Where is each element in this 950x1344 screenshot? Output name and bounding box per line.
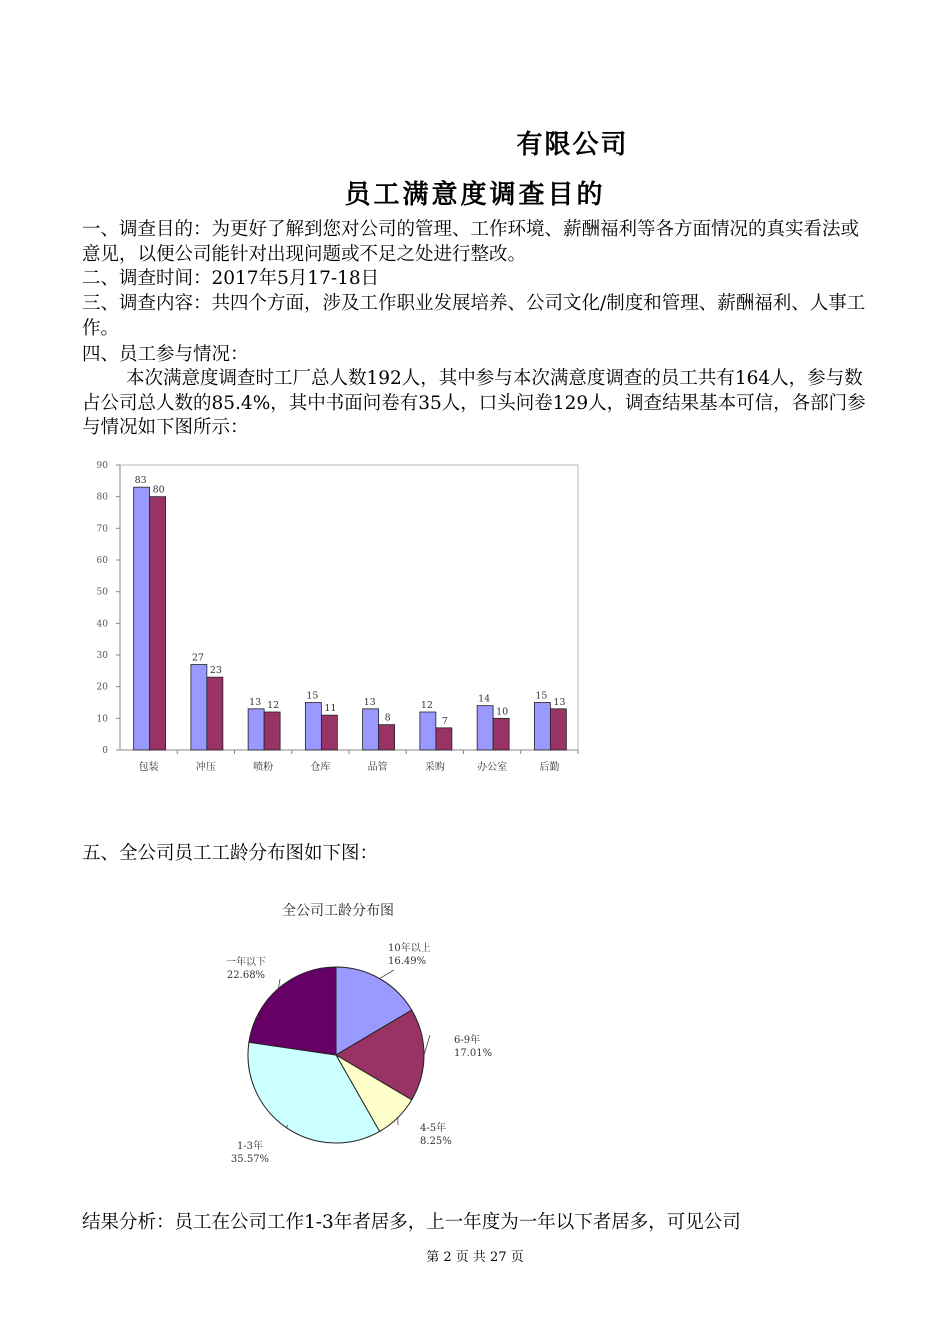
- category-label: 后勤: [539, 762, 560, 773]
- bar-data-label: 83: [134, 475, 147, 487]
- pie-slice-label: 10年以上: [388, 943, 431, 954]
- category-label: 品管: [367, 762, 388, 773]
- bar-data-label: 12: [420, 700, 433, 711]
- bar-data-label: 14: [478, 693, 491, 705]
- pie-slice-percent: 16.49%: [388, 956, 427, 967]
- category-label: 冲压: [195, 762, 216, 773]
- bar-data-label: 11: [324, 703, 337, 715]
- y-tick-label: 80: [96, 492, 108, 503]
- pie-slice-percent: 35.57%: [230, 1154, 270, 1165]
- pie-leader-line: [380, 970, 394, 979]
- bar: [534, 703, 550, 751]
- bar: [550, 709, 566, 750]
- section-participation-body: 本次满意度调查时工厂总人数192人，其中参与本次满意度调查的员工共有164人，参与数占公司总人数的85.4%，其中书面问卷有35人，口头问卷129人，调查结果基本可信，各部门参与情况如下图所示：: [82, 368, 866, 438]
- pie-slice-label: 6-9年: [454, 1035, 481, 1046]
- bar: [305, 703, 321, 751]
- bar-data-label: 15: [535, 690, 548, 702]
- category-label: 喷粉: [253, 762, 274, 773]
- bar-data-label: 15: [306, 690, 319, 702]
- bar-data-label: 13: [553, 696, 566, 708]
- bar: [134, 487, 150, 750]
- bar-data-label: 13: [249, 696, 262, 708]
- bar: [264, 712, 280, 750]
- pie-slice-label: 一年以下: [226, 957, 266, 968]
- y-tick-label: 90: [96, 461, 108, 471]
- bar-data-label: 7: [441, 715, 448, 727]
- y-tick-label: 40: [96, 619, 108, 630]
- section-time: 二、调查时间：2017年5月17-18日: [82, 268, 380, 289]
- category-label: 办公室: [477, 762, 508, 773]
- category-label: 包装: [138, 762, 159, 773]
- document-title: 员工满意度调查目的: [344, 180, 606, 210]
- pie-leader-line: [424, 1035, 430, 1055]
- bar: [191, 665, 207, 751]
- bar: [150, 497, 166, 750]
- y-tick-label: 70: [96, 524, 108, 535]
- bar: [420, 712, 436, 750]
- section-analysis: 结果分析：员工在公司工作1-3年者居多，上一年度为一年以下者居多，可见公司: [82, 1212, 741, 1233]
- bar: [363, 709, 379, 750]
- pie-slice-percent: 17.01%: [454, 1048, 493, 1059]
- plot-area: [120, 465, 578, 750]
- bar: [477, 706, 493, 750]
- bar: [248, 709, 264, 750]
- bar-data-label: 27: [191, 652, 204, 664]
- bar: [436, 728, 452, 750]
- category-label: 采购: [424, 762, 445, 773]
- pie-slice-label: 4-5年: [420, 1123, 447, 1134]
- bar-data-label: 8: [384, 712, 391, 724]
- pie-title: 全公司工龄分布图: [282, 903, 394, 919]
- page-footer: 第 2 页 共 27 页: [426, 1250, 524, 1265]
- y-tick-label: 60: [96, 556, 108, 566]
- bar-data-label: 10: [496, 706, 509, 718]
- bar-data-label: 80: [152, 484, 165, 496]
- bar: [321, 715, 337, 750]
- y-tick-label: 30: [96, 651, 108, 661]
- bar-data-label: 23: [209, 665, 222, 677]
- bar-data-label: 13: [363, 696, 376, 708]
- pie-slice-label: 1-3年: [236, 1141, 264, 1152]
- section-participation-heading: 四、员工参与情况：: [82, 344, 249, 365]
- pie-slice-percent: 22.68%: [226, 970, 266, 981]
- y-tick-label: 10: [96, 714, 108, 725]
- bar: [207, 677, 223, 750]
- section-tenure-heading: 五、全公司员工工龄分布图如下图：: [82, 843, 379, 864]
- tenure-distribution-pie-chart: [198, 893, 518, 1183]
- category-label: 仓库: [310, 762, 331, 773]
- section-purpose: 一、调查目的：为更好了解到您对公司的管理、工作环境、薪酬福利等各方面情况的真实看法或意见，以便公司能针对出现问题或不足之处进行整改。: [82, 219, 860, 265]
- pie-slice-percent: 8.25%: [420, 1136, 452, 1147]
- bar: [379, 725, 395, 750]
- y-tick-label: 50: [96, 587, 108, 598]
- y-tick-label: 20: [96, 682, 108, 693]
- bar-data-label: 12: [267, 700, 280, 711]
- bar: [493, 718, 509, 750]
- section-content: 三、调查内容：共四个方面，涉及工作职业发展培养、公司文化/制度和管理、薪酬福利、人事工作。: [82, 293, 866, 339]
- y-tick-label: 0: [102, 746, 108, 756]
- department-participation-bar-chart: [82, 455, 592, 785]
- company-name: 有限公司: [516, 130, 629, 160]
